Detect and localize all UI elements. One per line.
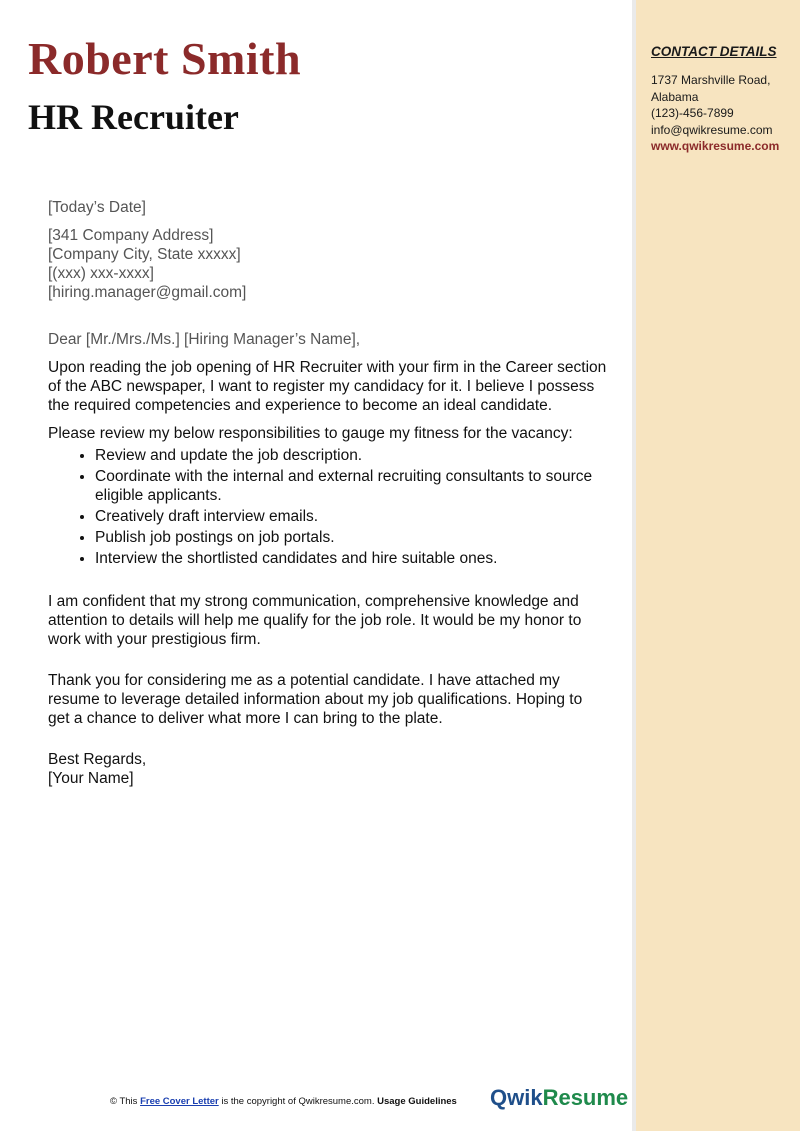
signature-placeholder: [Your Name] bbox=[48, 770, 134, 787]
recipient-line: [(xxx) xxx-xxxx] bbox=[48, 265, 154, 282]
contact-heading: CONTACT DETAILS bbox=[651, 44, 777, 59]
contact-website[interactable]: www.qwikresume.com bbox=[651, 139, 780, 153]
thanks-paragraph: Thank you for considering me as a potential candidate. I have attached my resume to leverage detailed information about my job qualifications. Hoping to get a chance to deliver what more I can bring to the plate. bbox=[48, 672, 583, 727]
review-lead: Please review my below responsibilities to gauge my fitness for the vacancy: bbox=[48, 425, 573, 442]
contact-email[interactable]: info@qwikresume.com bbox=[651, 122, 773, 137]
closing-line: Best Regards, bbox=[48, 751, 147, 768]
footer-copyright bbox=[110, 1096, 457, 1107]
confidence-paragraph: I am confident that my strong communication, comprehensive knowledge and attention to details will help me qualify for the job role. It would be my honor to work with your prestigious firm. bbox=[48, 593, 582, 648]
job-title: HR Recruiter bbox=[28, 97, 239, 137]
list-item: • Coordinate with the internal and external recruiting consultants to source eligible applicants. bbox=[95, 467, 608, 505]
contact-address-line1: 1737 Marshville Road, bbox=[651, 73, 771, 87]
list-item: • Review and update the job description. bbox=[95, 446, 608, 465]
recipient-line: [hiring.manager@gmail.com] bbox=[48, 284, 247, 301]
qwikresume-logo bbox=[490, 1085, 628, 1111]
intro-paragraph: Upon reading the job opening of HR Recruiter with your firm in the Career section of the ABC newspaper, I want to register my candidacy for it. I believe I possess the required competencies and experience to become an ideal candidate. bbox=[48, 359, 607, 414]
footer-prefix: This bbox=[119, 1096, 138, 1107]
contact-sidebar bbox=[632, 0, 800, 1131]
closing-block bbox=[48, 750, 608, 788]
contact-phone: (123)-456-7899 bbox=[651, 106, 734, 120]
letter-date: [Today’s Date] bbox=[48, 199, 146, 216]
letter-body bbox=[48, 198, 608, 788]
list-item: • Creatively draft interview emails. bbox=[95, 507, 608, 526]
recipient-line: [Company City, State xxxxx] bbox=[48, 246, 241, 263]
salutation: Dear [Mr./Mrs./Ms.] [Hiring Manager’s Name], bbox=[48, 331, 361, 348]
recipient-line: [341 Company Address] bbox=[48, 227, 214, 244]
footer-middle: is the copyright of Qwikresume.com. bbox=[221, 1096, 375, 1107]
contact-details bbox=[651, 72, 800, 155]
candidate-name: Robert Smith bbox=[28, 33, 302, 84]
copyright-icon: © bbox=[110, 1096, 117, 1107]
recipient-address bbox=[48, 226, 608, 302]
list-item: • Publish job postings on job portals. bbox=[95, 528, 608, 547]
list-item: • Interview the shortlisted candidates and hire suitable ones. bbox=[95, 549, 608, 568]
logo-resume: Resume bbox=[542, 1085, 629, 1110]
responsibilities-list bbox=[48, 446, 608, 568]
logo-qwik: Qwik bbox=[490, 1085, 543, 1110]
usage-guidelines-link[interactable]: Usage Guidelines bbox=[377, 1096, 457, 1107]
contact-address-line2: Alabama bbox=[651, 89, 699, 104]
free-cover-letter-link[interactable]: Free Cover Letter bbox=[140, 1096, 219, 1107]
